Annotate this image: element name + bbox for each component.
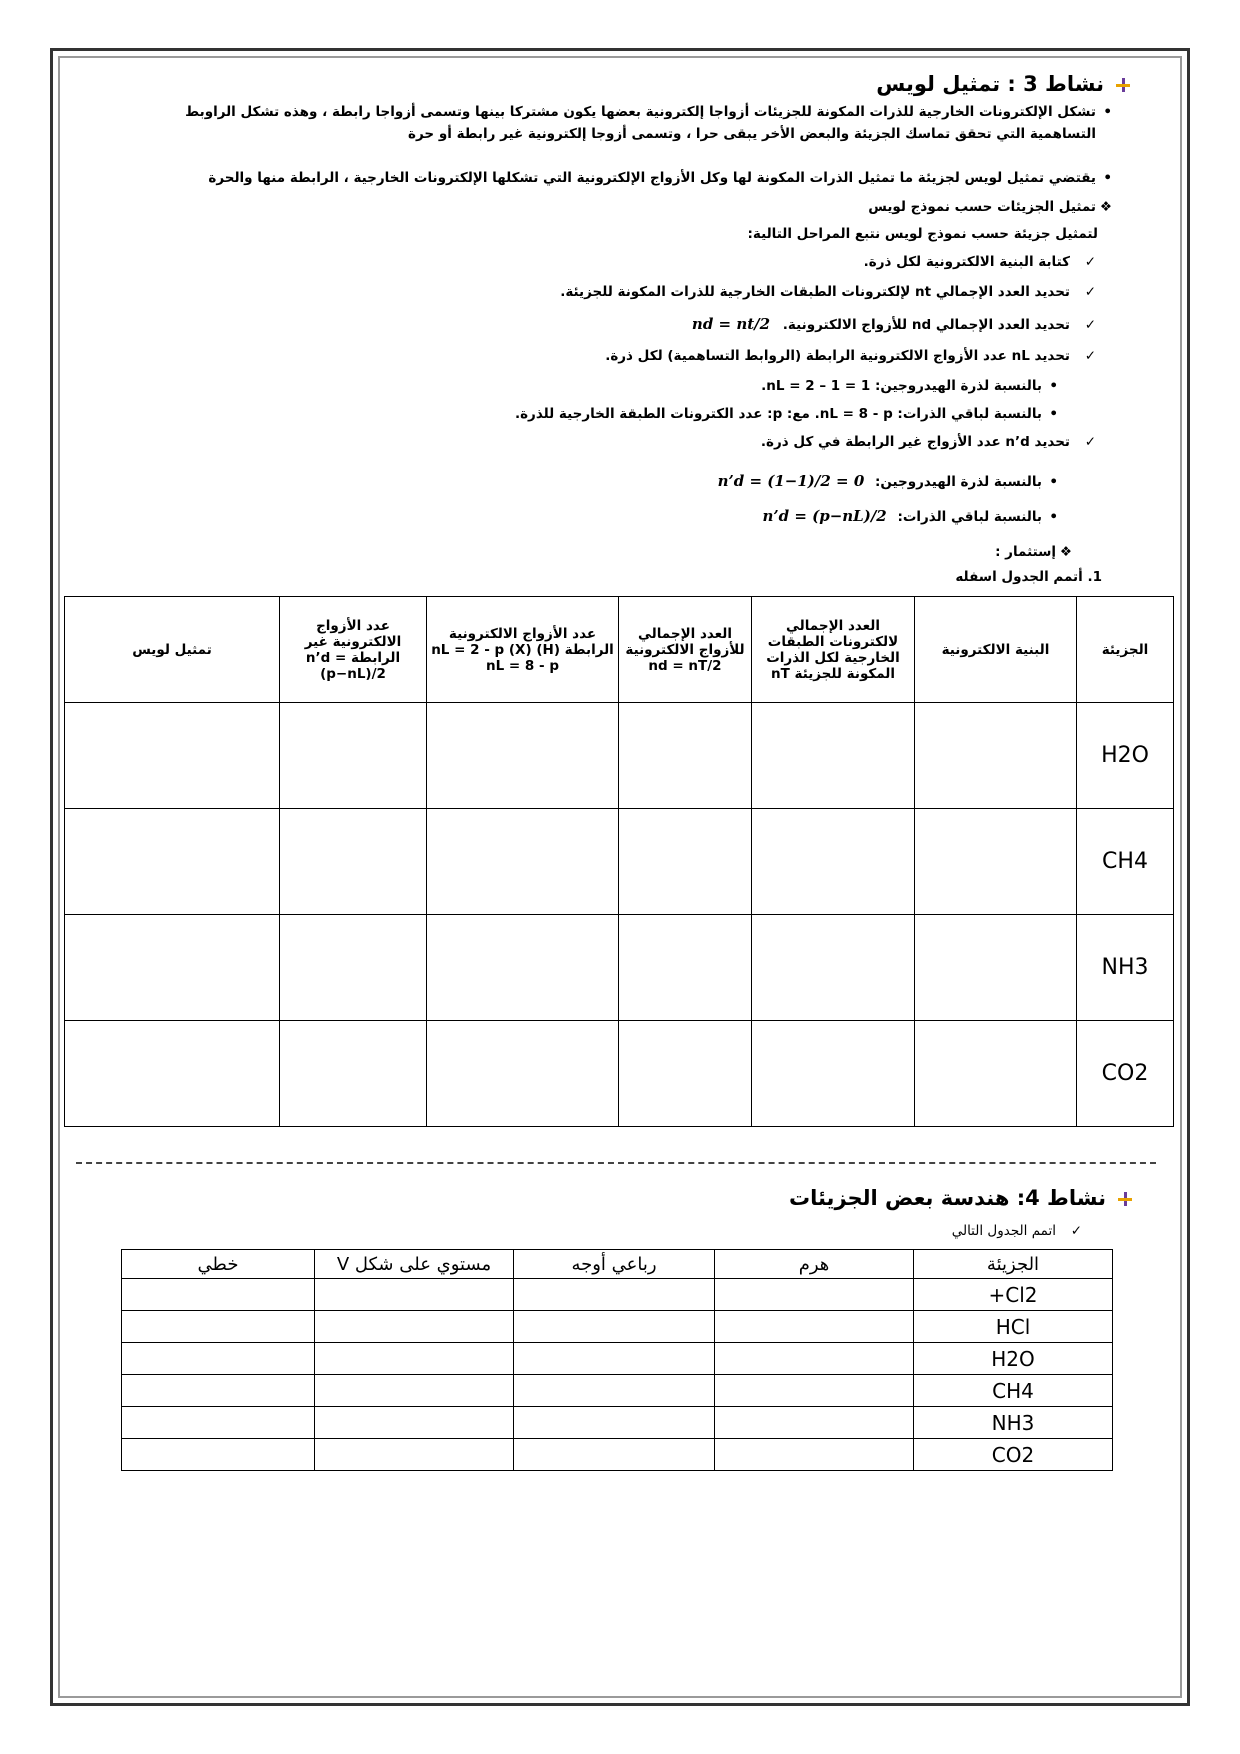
check-icon: ✓ bbox=[1084, 317, 1096, 333]
answer-cell[interactable] bbox=[280, 809, 427, 915]
answer-cell[interactable] bbox=[715, 1279, 914, 1311]
bullet-dot-icon: • bbox=[1049, 406, 1058, 422]
step-5-sub-1 bbox=[718, 470, 1058, 493]
bullet-dot-icon: • bbox=[1049, 378, 1058, 394]
answer-cell[interactable] bbox=[514, 1439, 715, 1471]
step-2-text: تحديد العدد الإجمالي nt لإلكترونات الطبقات الخارجية للذرات المكونة للجزيئة. bbox=[560, 284, 1070, 300]
header-total-pairs: العدد الإجمالي للأزواج الالكترونية nd = nT/2 bbox=[619, 597, 752, 703]
check-icon: ✓ bbox=[1084, 434, 1096, 450]
lewis-section-heading: تمثيل الجزيئات حسب نموذج لويس bbox=[868, 199, 1096, 215]
activity3-title: نشاط 3 : تمثيل لويس bbox=[876, 72, 1104, 96]
bullet-1-line-1: تشكل الإلكترونات الخارجية للذرات المكونة للجزيئات أزواجا إلكترونية بعضها يكون مشتركا بينها وتسمى أزواجا رابطة ، وهذه تشكل الراوبط bbox=[185, 104, 1096, 120]
header-v-shaped: مستوي على شكل V bbox=[315, 1250, 514, 1279]
header-linear: خطي bbox=[122, 1250, 315, 1279]
answer-cell[interactable] bbox=[715, 1439, 914, 1471]
answer-cell[interactable] bbox=[915, 703, 1077, 809]
answer-cell[interactable] bbox=[65, 1021, 280, 1127]
answer-cell[interactable] bbox=[514, 1279, 715, 1311]
answer-cell[interactable] bbox=[915, 915, 1077, 1021]
answer-cell[interactable] bbox=[280, 1021, 427, 1127]
answer-cell[interactable] bbox=[280, 915, 427, 1021]
molecule-cell: Cl2+ bbox=[914, 1279, 1113, 1311]
answer-cell[interactable] bbox=[514, 1311, 715, 1343]
steps-intro: لتمثيل جزيئة حسب نموذج لويس نتبع المراحل التالية: bbox=[747, 226, 1098, 242]
step-4 bbox=[605, 345, 1096, 367]
step-5-text: تحديد n’d عدد الأزواج غير الرابطة في كل ذرة. bbox=[760, 434, 1070, 450]
answer-cell[interactable] bbox=[280, 703, 427, 809]
exploit-heading-row bbox=[995, 541, 1072, 563]
activity4-title-row bbox=[789, 1186, 1132, 1210]
activity4-instruction-row bbox=[952, 1220, 1082, 1242]
exploit-item-1: 1. أتمم الجدول اسفله bbox=[955, 569, 1102, 585]
table-row bbox=[65, 1021, 1174, 1127]
check-icon: ✓ bbox=[1084, 254, 1096, 270]
step-3-formula: nd = nt/2 bbox=[691, 315, 771, 333]
table-row bbox=[122, 1407, 1113, 1439]
answer-cell[interactable] bbox=[715, 1311, 914, 1343]
table-row bbox=[122, 1279, 1113, 1311]
header-nonbonding-pairs: عدد الأزواج الالكترونية غير الرابطة n’d = (p−nL)/2 bbox=[280, 597, 427, 703]
exploit-heading: إستثمار : bbox=[995, 544, 1056, 560]
step-5-sub-2-label: بالنسبة لباقي الذرات: bbox=[897, 509, 1042, 525]
step-4-text: تحديد nL عدد الأزواج الالكترونية الرابطة (الروابط التساهمية) لكل ذرة. bbox=[605, 348, 1070, 364]
answer-cell[interactable] bbox=[122, 1407, 315, 1439]
section-divider bbox=[76, 1162, 1156, 1164]
answer-cell[interactable] bbox=[315, 1439, 514, 1471]
bullet-1-line-2: التساهمية التي تحقق تماسك الجزيئة والبعض الأخر يبقى حرا ، وتسمى أزوجا إلكترونية غير رابطة أو حرة bbox=[408, 126, 1096, 142]
bullet-dot-icon: • bbox=[1103, 170, 1112, 186]
answer-cell[interactable] bbox=[122, 1439, 315, 1471]
header-molecule: الجزيئة bbox=[914, 1250, 1113, 1279]
answer-cell[interactable] bbox=[619, 809, 752, 915]
step-3 bbox=[692, 313, 1096, 336]
molecule-cell: H2O bbox=[1077, 703, 1174, 809]
answer-cell[interactable] bbox=[315, 1311, 514, 1343]
answer-cell[interactable] bbox=[315, 1407, 514, 1439]
table-row bbox=[122, 1439, 1113, 1471]
geometry-table-header-row bbox=[122, 1250, 1113, 1279]
answer-cell[interactable] bbox=[427, 1021, 619, 1127]
step-4-sub-1-text: بالنسبة لذرة الهيدروجين: nL = 2 – 1 = 1. bbox=[761, 378, 1042, 394]
answer-cell[interactable] bbox=[65, 809, 280, 915]
table-row bbox=[65, 703, 1174, 809]
molecule-cell: CH4 bbox=[914, 1375, 1113, 1407]
table-row bbox=[122, 1375, 1113, 1407]
lewis-table bbox=[64, 596, 1174, 1127]
table-row bbox=[65, 809, 1174, 915]
activity3-title-row bbox=[876, 72, 1130, 96]
geometry-table bbox=[121, 1249, 1113, 1471]
header-molecule: الجزيئة bbox=[1077, 597, 1174, 703]
step-5-sub-1-label: بالنسبة لذرة الهيدروجين: bbox=[874, 474, 1042, 490]
bullet-2-text: يقتضي تمثيل لويس لجزيئة ما تمثيل الذرات المكونة لها وكل الأزواج الإلكترونية التي تشكلها الإلكترونات الخارجية ، الرابطة منها والحرة bbox=[208, 170, 1096, 186]
header-pyramid: هرم bbox=[715, 1250, 914, 1279]
plus-bullet-icon bbox=[1118, 1192, 1132, 1206]
answer-cell[interactable] bbox=[122, 1375, 315, 1407]
molecule-cell: HCl bbox=[914, 1311, 1113, 1343]
answer-cell[interactable] bbox=[427, 809, 619, 915]
answer-cell[interactable] bbox=[122, 1343, 315, 1375]
answer-cell[interactable] bbox=[619, 915, 752, 1021]
answer-cell[interactable] bbox=[122, 1279, 315, 1311]
answer-cell[interactable] bbox=[752, 809, 915, 915]
step-5 bbox=[761, 431, 1096, 453]
bullet-1 bbox=[112, 101, 1112, 145]
bullet-dot-icon: • bbox=[1049, 474, 1058, 490]
answer-cell[interactable] bbox=[514, 1375, 715, 1407]
answer-cell[interactable] bbox=[427, 915, 619, 1021]
answer-cell[interactable] bbox=[315, 1343, 514, 1375]
step-4-sub-1 bbox=[761, 375, 1058, 397]
step-2 bbox=[560, 281, 1096, 303]
answer-cell[interactable] bbox=[514, 1407, 715, 1439]
table-row bbox=[122, 1343, 1113, 1375]
header-bonding-pairs: عدد الأزواج الالكترونية الرابطة (H) nL = 2 - p (X) nL = 8 - p bbox=[427, 597, 619, 703]
table-row bbox=[65, 915, 1174, 1021]
step-3-text: تحديد العدد الإجمالي nd للأزواج الالكترونية. bbox=[782, 317, 1070, 333]
bullet-dot-icon: • bbox=[1103, 104, 1112, 120]
check-icon: ✓ bbox=[1084, 348, 1096, 364]
molecule-cell: H2O bbox=[914, 1343, 1113, 1375]
answer-cell[interactable] bbox=[315, 1279, 514, 1311]
molecule-cell: CO2 bbox=[914, 1439, 1113, 1471]
header-lewis-representation: تمثيل لويس bbox=[65, 597, 280, 703]
step-1-text: كتابة البنية الالكترونية لكل ذرة. bbox=[863, 254, 1070, 270]
step-4-sub-2 bbox=[515, 403, 1058, 425]
answer-cell[interactable] bbox=[752, 1021, 915, 1127]
lewis-section-heading-row bbox=[868, 196, 1112, 218]
activity4-title: نشاط 4: هندسة بعض الجزيئات bbox=[789, 1186, 1106, 1210]
step-5-sub-2-formula: n’d = (p−nL)/2 bbox=[762, 507, 887, 525]
answer-cell[interactable] bbox=[514, 1343, 715, 1375]
answer-cell[interactable] bbox=[65, 915, 280, 1021]
lewis-table-header-row bbox=[65, 597, 1174, 703]
step-5-sub-2 bbox=[762, 505, 1058, 528]
header-tetrahedral: رباعي أوجه bbox=[514, 1250, 715, 1279]
plus-bullet-icon bbox=[1116, 78, 1130, 92]
answer-cell[interactable] bbox=[619, 703, 752, 809]
answer-cell[interactable] bbox=[715, 1375, 914, 1407]
step-5-sub-1-formula: n’d = (1−1)/2 = 0 bbox=[717, 472, 865, 490]
answer-cell[interactable] bbox=[752, 915, 915, 1021]
answer-cell[interactable] bbox=[915, 1021, 1077, 1127]
header-electronic-structure: البنية الالكترونية bbox=[915, 597, 1077, 703]
answer-cell[interactable] bbox=[915, 809, 1077, 915]
check-icon: ✓ bbox=[1070, 1223, 1082, 1239]
answer-cell[interactable] bbox=[122, 1311, 315, 1343]
answer-cell[interactable] bbox=[715, 1343, 914, 1375]
molecule-cell: NH3 bbox=[914, 1407, 1113, 1439]
answer-cell[interactable] bbox=[315, 1375, 514, 1407]
step-1 bbox=[864, 251, 1096, 273]
header-total-outer-electrons: العدد الإجمالي لالكترونات الطبقات الخارجية لكل الذرات المكونة للجزيئة nT bbox=[752, 597, 915, 703]
answer-cell[interactable] bbox=[427, 703, 619, 809]
diamond-bullet-icon: ❖ bbox=[1099, 199, 1112, 215]
answer-cell[interactable] bbox=[715, 1407, 914, 1439]
diamond-bullet-icon: ❖ bbox=[1059, 544, 1072, 560]
molecule-cell: NH3 bbox=[1077, 915, 1174, 1021]
molecule-cell: CH4 bbox=[1077, 809, 1174, 915]
answer-cell[interactable] bbox=[619, 1021, 752, 1127]
step-4-sub-2-text: بالنسبة لباقي الذرات: nL = 8 - p. مع: p: عدد الكترونات الطبقة الخارجية للذرة. bbox=[514, 406, 1042, 422]
answer-cell[interactable] bbox=[65, 703, 280, 809]
check-icon: ✓ bbox=[1084, 284, 1096, 300]
activity4-instruction: اتمم الجدول التالي bbox=[951, 1223, 1056, 1239]
table-row bbox=[122, 1311, 1113, 1343]
molecule-cell: CO2 bbox=[1077, 1021, 1174, 1127]
bullet-dot-icon: • bbox=[1049, 509, 1058, 525]
bullet-2 bbox=[112, 167, 1112, 189]
answer-cell[interactable] bbox=[752, 703, 915, 809]
